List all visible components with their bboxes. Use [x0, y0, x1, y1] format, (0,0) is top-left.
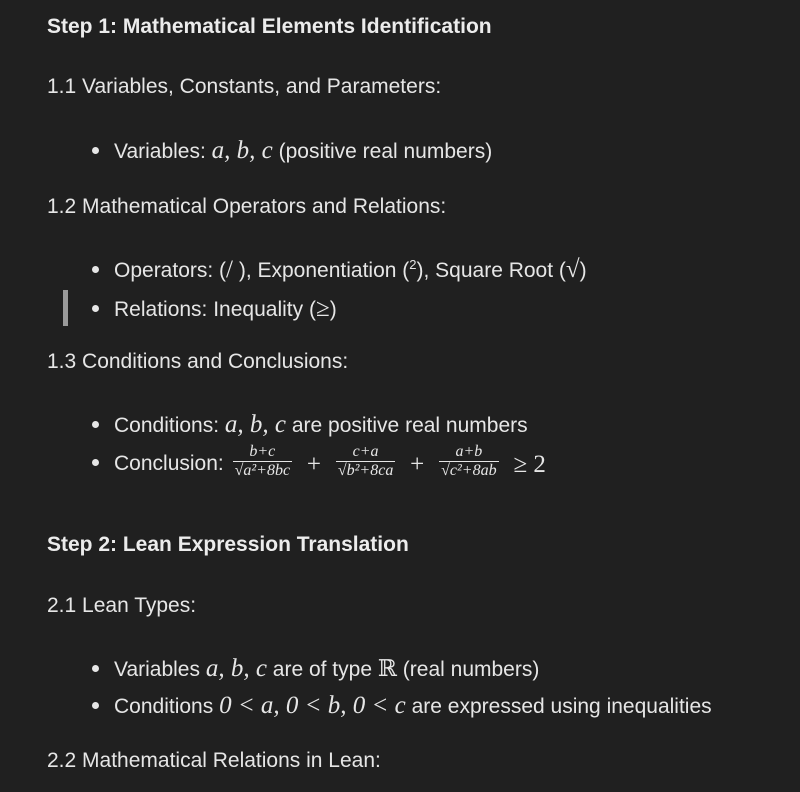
fraction-3: $\frac{a+b}{\text{√c²+8ab}}$	[441, 443, 497, 479]
math-sqrt-symbol: √	[565, 256, 580, 283]
section-1-3-heading: 1.3 Conditions and Conclusions:	[47, 350, 349, 373]
fraction-1: $\frac{b+c}{\text{√a²+8bc}}$	[234, 443, 291, 479]
list-item-relations: Relations: Inequality (≥)	[92, 295, 337, 323]
step2-title: Step 2: Lean Expression Translation	[47, 533, 409, 556]
section-2-2-heading: 2.2 Mathematical Relations in Lean:	[47, 749, 381, 772]
math-variables: a, b, c	[224, 411, 287, 438]
bullet-icon	[92, 147, 99, 154]
math-geq-symbol: ≥	[315, 295, 330, 322]
step1-title: Step 1: Mathematical Elements Identification	[47, 15, 492, 38]
bullet-icon	[92, 459, 99, 466]
bullet-icon	[92, 421, 99, 428]
list-item-variables: Variables: a, b, c (positive real numbers)	[92, 137, 492, 165]
math-exponent: 2	[409, 257, 417, 272]
fraction-2: $\frac{c+a}{\text{√b²+8ca}}$	[337, 443, 394, 479]
bullet-icon	[92, 266, 99, 273]
plus-operator: +	[306, 450, 321, 478]
inequality-rhs: ≥ 2	[513, 450, 546, 478]
bullet-icon	[92, 305, 99, 312]
list-item-conditions: Conditions: a, b, c are positive real numbers	[92, 411, 528, 439]
math-variables: a, b, c	[211, 137, 273, 164]
blockquote-bar	[63, 290, 68, 326]
list-item-lean-conditions: Conditions 0 < a, 0 < b, 0 < c are expressed using inequalities	[92, 692, 712, 720]
bullet-icon	[92, 702, 99, 709]
bullet-icon	[92, 665, 99, 672]
list-item-conclusion: Conclusion: $\frac{b+c}{\text{√a²+8bc}}$ + $\frac{c+a}{\text{√b²+8ca}}$ + $\frac{a+b}{\text{√c²+8ab}}$ ≥ 2	[92, 446, 552, 483]
real-numbers-symbol: ℝ	[377, 656, 397, 682]
section-1-2-heading: 1.2 Mathematical Operators and Relations:	[47, 195, 447, 218]
math-division: /	[226, 256, 233, 283]
plus-operator: +	[410, 450, 425, 478]
section-2-1-heading: 2.1 Lean Types:	[47, 594, 197, 617]
list-item-lean-variables: Variables a, b, c are of type ℝ (real numbers)	[92, 655, 539, 683]
list-item-operators: Operators: (/ ), Exponentiation ($^2$), Square Root (√)	[92, 256, 587, 284]
math-variables: a, b, c	[205, 655, 267, 682]
section-1-1-heading: 1.1 Variables, Constants, and Parameters:	[47, 75, 442, 98]
math-conditions: 0 < a, 0 < b, 0 < c	[219, 692, 406, 719]
